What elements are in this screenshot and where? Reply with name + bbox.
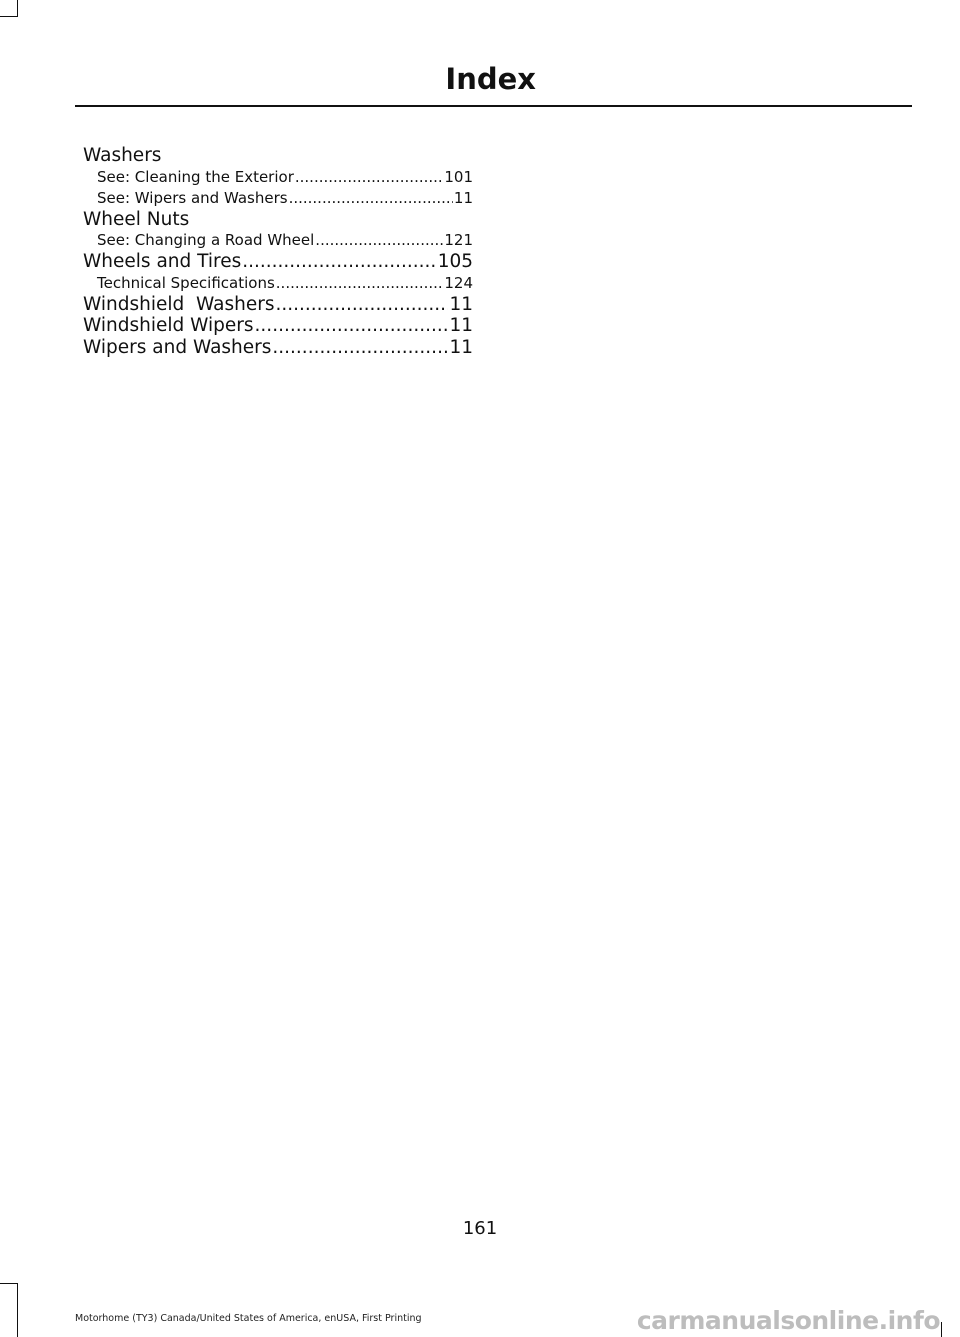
leader-dots [315, 230, 443, 251]
entry-label: Technical Specifications [97, 273, 275, 292]
header-divider [75, 105, 912, 107]
entry-label: See: Changing a Road Wheel [97, 231, 315, 249]
page-number: 161 [462, 1218, 498, 1239]
entry-page: 11 [449, 336, 473, 358]
index-entry[interactable] [83, 251, 473, 273]
crop-mark-top-left-horizontal [0, 16, 18, 17]
leader-dots [272, 337, 448, 359]
entry-page: 121 [444, 231, 473, 249]
leader-dots [276, 273, 444, 294]
leader-dots [295, 167, 443, 188]
entry-label: Windshield Washers [83, 293, 275, 315]
entry-label: Windshield Wipers [83, 315, 254, 336]
index-entry[interactable] [83, 230, 473, 251]
page-title: Index [445, 62, 536, 96]
entry-label: See: Wipers and Washers [97, 188, 288, 207]
index-entry[interactable] [83, 167, 473, 188]
entry-page: 11 [449, 315, 473, 336]
entry-label: Wipers and Washers [83, 336, 272, 358]
index-entry [83, 209, 473, 231]
entry-label: Wheels and Tires [83, 251, 242, 272]
leader-dots [255, 315, 449, 337]
leader-dots [289, 188, 453, 209]
crop-mark-bottom-left-horizontal [0, 1283, 18, 1284]
entry-label: See: Cleaning the Exterior [97, 167, 294, 186]
footer-text: Motorhome (TY3) Canada/United States of America, enUSA, First Printing [75, 1313, 422, 1324]
crop-mark-top-left-vertical [17, 0, 18, 16]
watermark: carmanualsonline.info [636, 1306, 940, 1335]
crop-mark-bottom-left-vertical [17, 1283, 18, 1337]
index-column [83, 145, 473, 358]
index-entry[interactable] [83, 337, 473, 359]
index-entry[interactable] [83, 315, 473, 337]
index-entry [83, 145, 473, 167]
entry-label: Washers [83, 145, 162, 166]
entry-page: 11 [453, 188, 473, 207]
index-entry[interactable] [83, 294, 473, 316]
crop-mark-bottom-right-vertical [941, 1322, 942, 1337]
entry-page: 124 [444, 273, 473, 292]
index-entry[interactable] [83, 188, 473, 209]
leader-dots [242, 251, 436, 273]
entry-page: 11 [449, 293, 473, 315]
entry-page: 105 [437, 251, 473, 272]
index-entry[interactable] [83, 273, 473, 294]
entry-page: 101 [444, 167, 473, 186]
leader-dots [275, 294, 448, 316]
entry-label: Wheel Nuts [83, 208, 190, 230]
